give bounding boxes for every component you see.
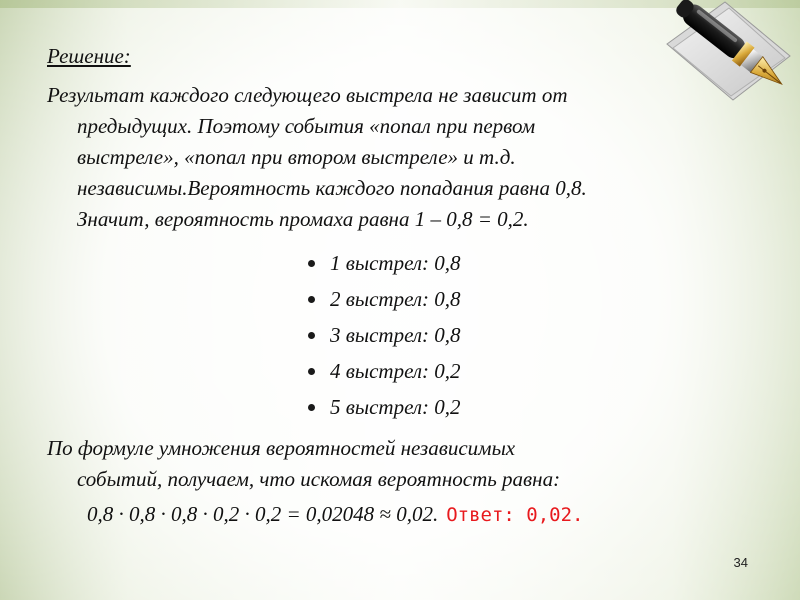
paragraph-line: Значит, вероятность промаха равна 1 – 0,8 = 0,2. <box>77 207 529 231</box>
list-item <box>304 389 461 425</box>
paragraph-line: предыдущих. Поэтому события «попал при первом <box>77 114 536 138</box>
list-item <box>304 281 461 317</box>
list-item-text: 1 выстрел: 0,8 <box>330 251 461 275</box>
list-item <box>304 245 461 281</box>
paragraph-line: По формуле умножения вероятностей независимых <box>47 436 516 460</box>
shots-list <box>304 245 461 425</box>
bullet-icon <box>308 296 315 303</box>
formula-text: 0,8 · 0,8 · 0,8 · 0,2 · 0,2 = 0,02048 ≈ 0,02. <box>87 502 439 526</box>
answer-text: Ответ: 0,02. <box>446 504 584 526</box>
paragraph-line: независимы.Вероятность каждого попадания равна 0,8. <box>77 176 587 200</box>
solution-heading: Решение: <box>47 44 131 68</box>
page-number: 34 <box>733 555 748 570</box>
list-item-text: 2 выстрел: 0,8 <box>330 287 461 311</box>
list-item <box>304 353 461 389</box>
list-item <box>304 317 461 353</box>
list-item-text: 4 выстрел: 0,2 <box>330 359 461 383</box>
conclusion-paragraph <box>47 433 560 495</box>
probability-formula <box>87 499 583 530</box>
bullet-icon <box>308 368 315 375</box>
bullet-icon <box>308 332 315 339</box>
bullet-icon <box>308 404 315 411</box>
paragraph-line: событий, получаем, что искомая вероятность равна: <box>77 467 561 491</box>
paragraph-line: выстреле», «попал при втором выстреле» и т.д. <box>77 145 516 169</box>
paragraph-line: Результат каждого следующего выстрела не зависит от <box>47 83 568 107</box>
solution-paragraph <box>47 80 587 235</box>
bullet-icon <box>308 260 315 267</box>
list-item-text: 3 выстрел: 0,8 <box>330 323 461 347</box>
list-item-text: 5 выстрел: 0,2 <box>330 395 461 419</box>
